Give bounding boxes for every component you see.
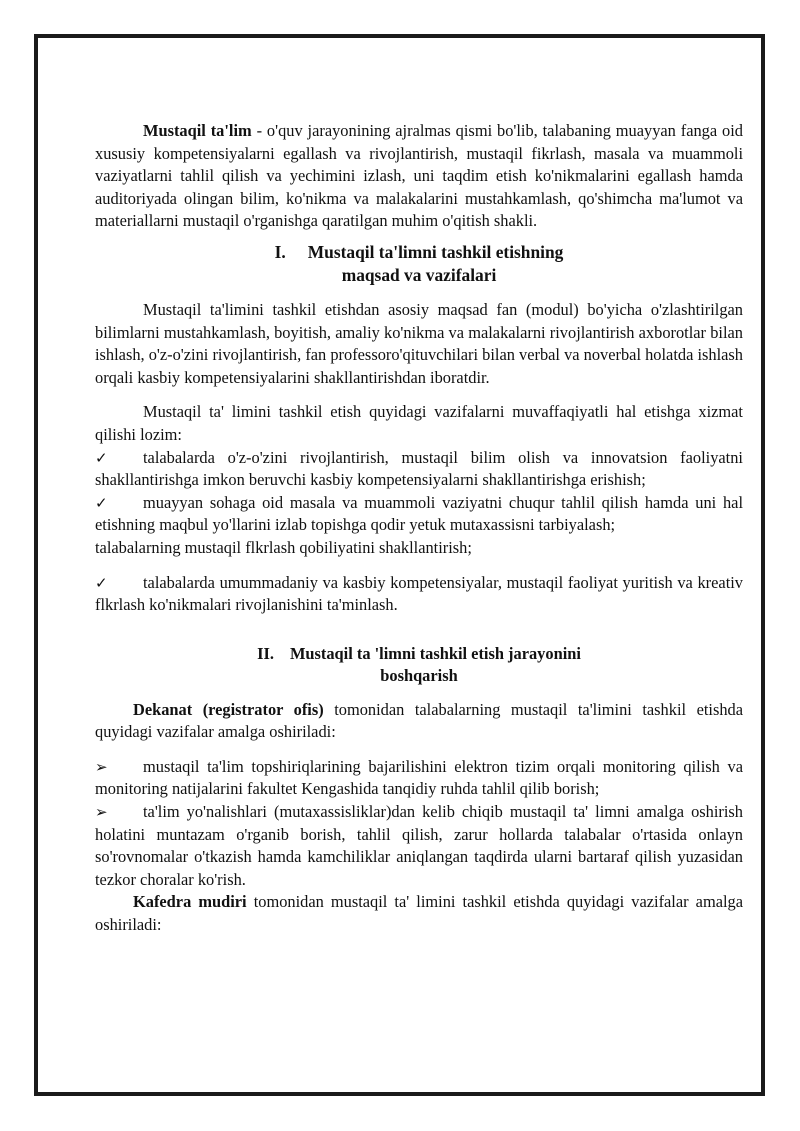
list-item [95,572,743,617]
arrow-icon: ➢ [95,803,108,822]
list-item-text: talabalarda o'z-o'zini rivojlantirish, mustaqil bilim olish va innovatsion faoliyatni shakllantirishga imkon beruvchi kasbiy kompetensiyalarni shakllantirishga erishish; [95,447,743,490]
list-item [95,756,743,801]
dean-text: tomonidan talabalarning mustaqil ta'limini tashkil etishda quyidagi vazifalar amalga oshiriladi: [95,699,743,742]
section2-heading [95,643,743,687]
intro-text: - o'quv jarayonining ajralmas qismi bo'lib, talabaning muayyan fanga oid xususiy kompetensiyalarni egallash va rivojlantirish, mustaqil fikrlash, masala va muammoli vaziyatlarni tahlil qilish va yechimini izlash, uni taqdim etish ko'nikmalarini egallash hamda auditoriyada olingan bilim, ko'nikma va malakalarini mustahkamlash, qo'shimcha ma'lumot va materiallarni mustaqil o'rganishga qaratilgan muhim o'qitish shakli. [95,121,743,231]
list-item-text: muayyan sohaga oid masala va muammoli vaziyatni chuqur tahlil qilish hamda uni hal etishning maqbul yo'llarini izlab topishga qodir yetuk mutaxassisni tarbiyalash; [95,492,743,535]
intro-term: Mustaqil ta'lim [143,121,252,140]
section1-heading-line1 [95,241,743,264]
arrow-icon: ➢ [95,757,108,776]
section2-title-line2: boshqarish [380,665,458,685]
list-item [95,447,743,492]
head-paragraph [95,891,743,936]
section2-heading-line1 [95,643,743,665]
checkmark-icon: ✓ [95,573,108,592]
section1-title-line1: Mustaqil ta'limni tashkil etishning [307,241,564,262]
document-body [95,120,743,937]
list-item-text: talabalarda umummadaniy va kasbiy kompetensiyalar, mustaqil faoliyat yuritish va kreativ flkrlash ko'nikmalari rivojlanishini ta'minlash. [95,572,743,615]
head-term: Kafedra mudiri [133,892,247,912]
section1-paragraph1: Mustaqil ta'limini tashkil etishdan asosiy maqsad fan (modul) bo'yicha o'zlashtirilgan bilimlarni mustahkamlash, boyitish, amaliy ko'nikma va malakalarni rivojlantirish axborotlar bilan ishlash, o'z-o'zini rivojlantirish, fan professoro'qituvchilari bilan verbal va noverbal holatda ishlash orqali kasbiy kompetensiyalarini shakllantirishdan iboratdir. [95,299,743,387]
list-item [95,801,743,891]
dean-term: Dekanat (registrator ofis) [133,699,324,719]
list-item-text: mustaqil ta'lim topshiriqlarining bajarilishini elektron tizim orqali monitoring qilish va monitoring natijalarini fakultet Kengashida tanqidiy ruhda tahlil qilib borish; [95,756,743,799]
checkmark-icon: ✓ [95,493,108,512]
dean-paragraph [95,699,743,744]
section1-heading [95,241,743,287]
section2-title-line1: Mustaqil ta 'limni tashkil etish jarayonini [289,643,581,663]
section2-number: II. [257,643,274,663]
head-text: tomonidan mustaqil ta' limini tashkil etishda quyidagi vazifalar amalga oshiriladi: [95,892,743,935]
list-item [95,492,743,537]
list-item-text: ta'lim yo'nalishlari (mutaxassisliklar)dan kelib chiqib mustaqil ta' limni amalga oshirish holatini muntazam o'rganib borish, tahlil qilish, zarur hollarda talabalar o'rtasida onlayn so'rovnomalar o'tkazish hamda kamchiliklar aniqlangan taqdirda ularni bartaraf qilish yuzasidan tezkor choralar ko'rish. [95,802,743,889]
checkmark-icon: ✓ [95,448,108,467]
section1-paragraph2: Mustaqil ta' limini tashkil etish quyidagi vazifalarni muvaffaqiyatli hal etishga xizmat qilishi lozim: [95,402,743,444]
section1-number: I. [274,241,286,262]
intro-paragraph [95,120,743,233]
section1-title-line2: maqsad va vazifalari [341,264,497,285]
plain-list-line: talabalarning mustaqil flkrlash qobiliyatini shakllantirish; [95,537,472,557]
